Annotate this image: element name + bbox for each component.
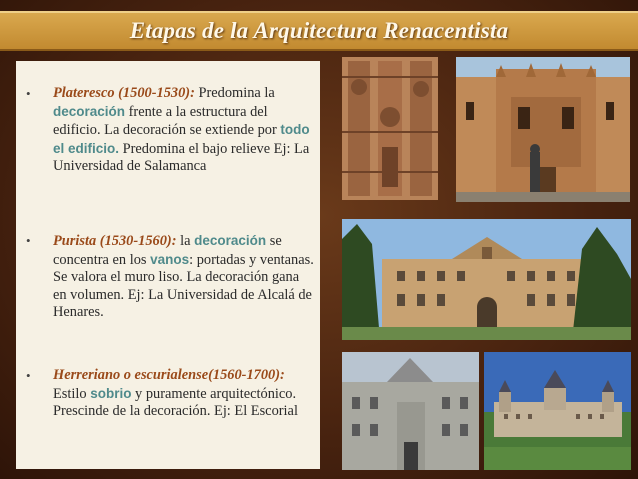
item-body — [53, 232, 315, 322]
item-text: Predomina el bajo relieve Ej: La Universidad de Salamanca — [53, 140, 310, 174]
item-lead: Herreriano o escurialense(1560-1700): — [53, 367, 285, 383]
item-text: Estilo — [53, 385, 91, 402]
item-text: se concentra en los — [53, 233, 282, 268]
item-keyword: decoración — [53, 103, 126, 119]
slide-title: Etapas de la Arquitectura Renacentista — [129, 18, 509, 43]
item-keyword: sobrio — [90, 385, 132, 401]
bullet: • — [26, 86, 31, 101]
item-lead: Plateresco (1500-1530): — [53, 85, 195, 101]
salamanca-university-photo — [456, 57, 630, 202]
item-keyword: vanos — [150, 251, 190, 267]
text-panel — [16, 61, 320, 469]
item-text: : portadas y ventanas. Se valora el muro liso. La decoración gana en volumen. Ej: La Universidad de Alcalá de Henares. — [53, 251, 314, 320]
bullet: • — [26, 233, 31, 248]
escorial-facade-photo — [342, 352, 479, 470]
item-text: frente a la estructura del edificio. La decoración se extiende por — [53, 103, 281, 138]
title-bar — [0, 11, 638, 51]
item-text: y puramente arquitectónico. Prescinde de la decoración. Ej: El Escorial — [53, 385, 298, 419]
escorial-aerial-photo — [484, 352, 631, 470]
item-keyword: todo el edificio. — [53, 122, 310, 156]
alcala-university-photo — [342, 219, 631, 340]
item-text: la — [176, 233, 195, 249]
item-keyword: decoración — [194, 233, 267, 248]
item-body — [53, 85, 315, 176]
item-body — [53, 367, 315, 421]
bullet: • — [26, 368, 31, 383]
plateresque-detail-photo — [342, 57, 438, 200]
item-lead: Purista (1530-1560): — [53, 233, 177, 249]
item-text: Predomina la — [194, 85, 275, 101]
